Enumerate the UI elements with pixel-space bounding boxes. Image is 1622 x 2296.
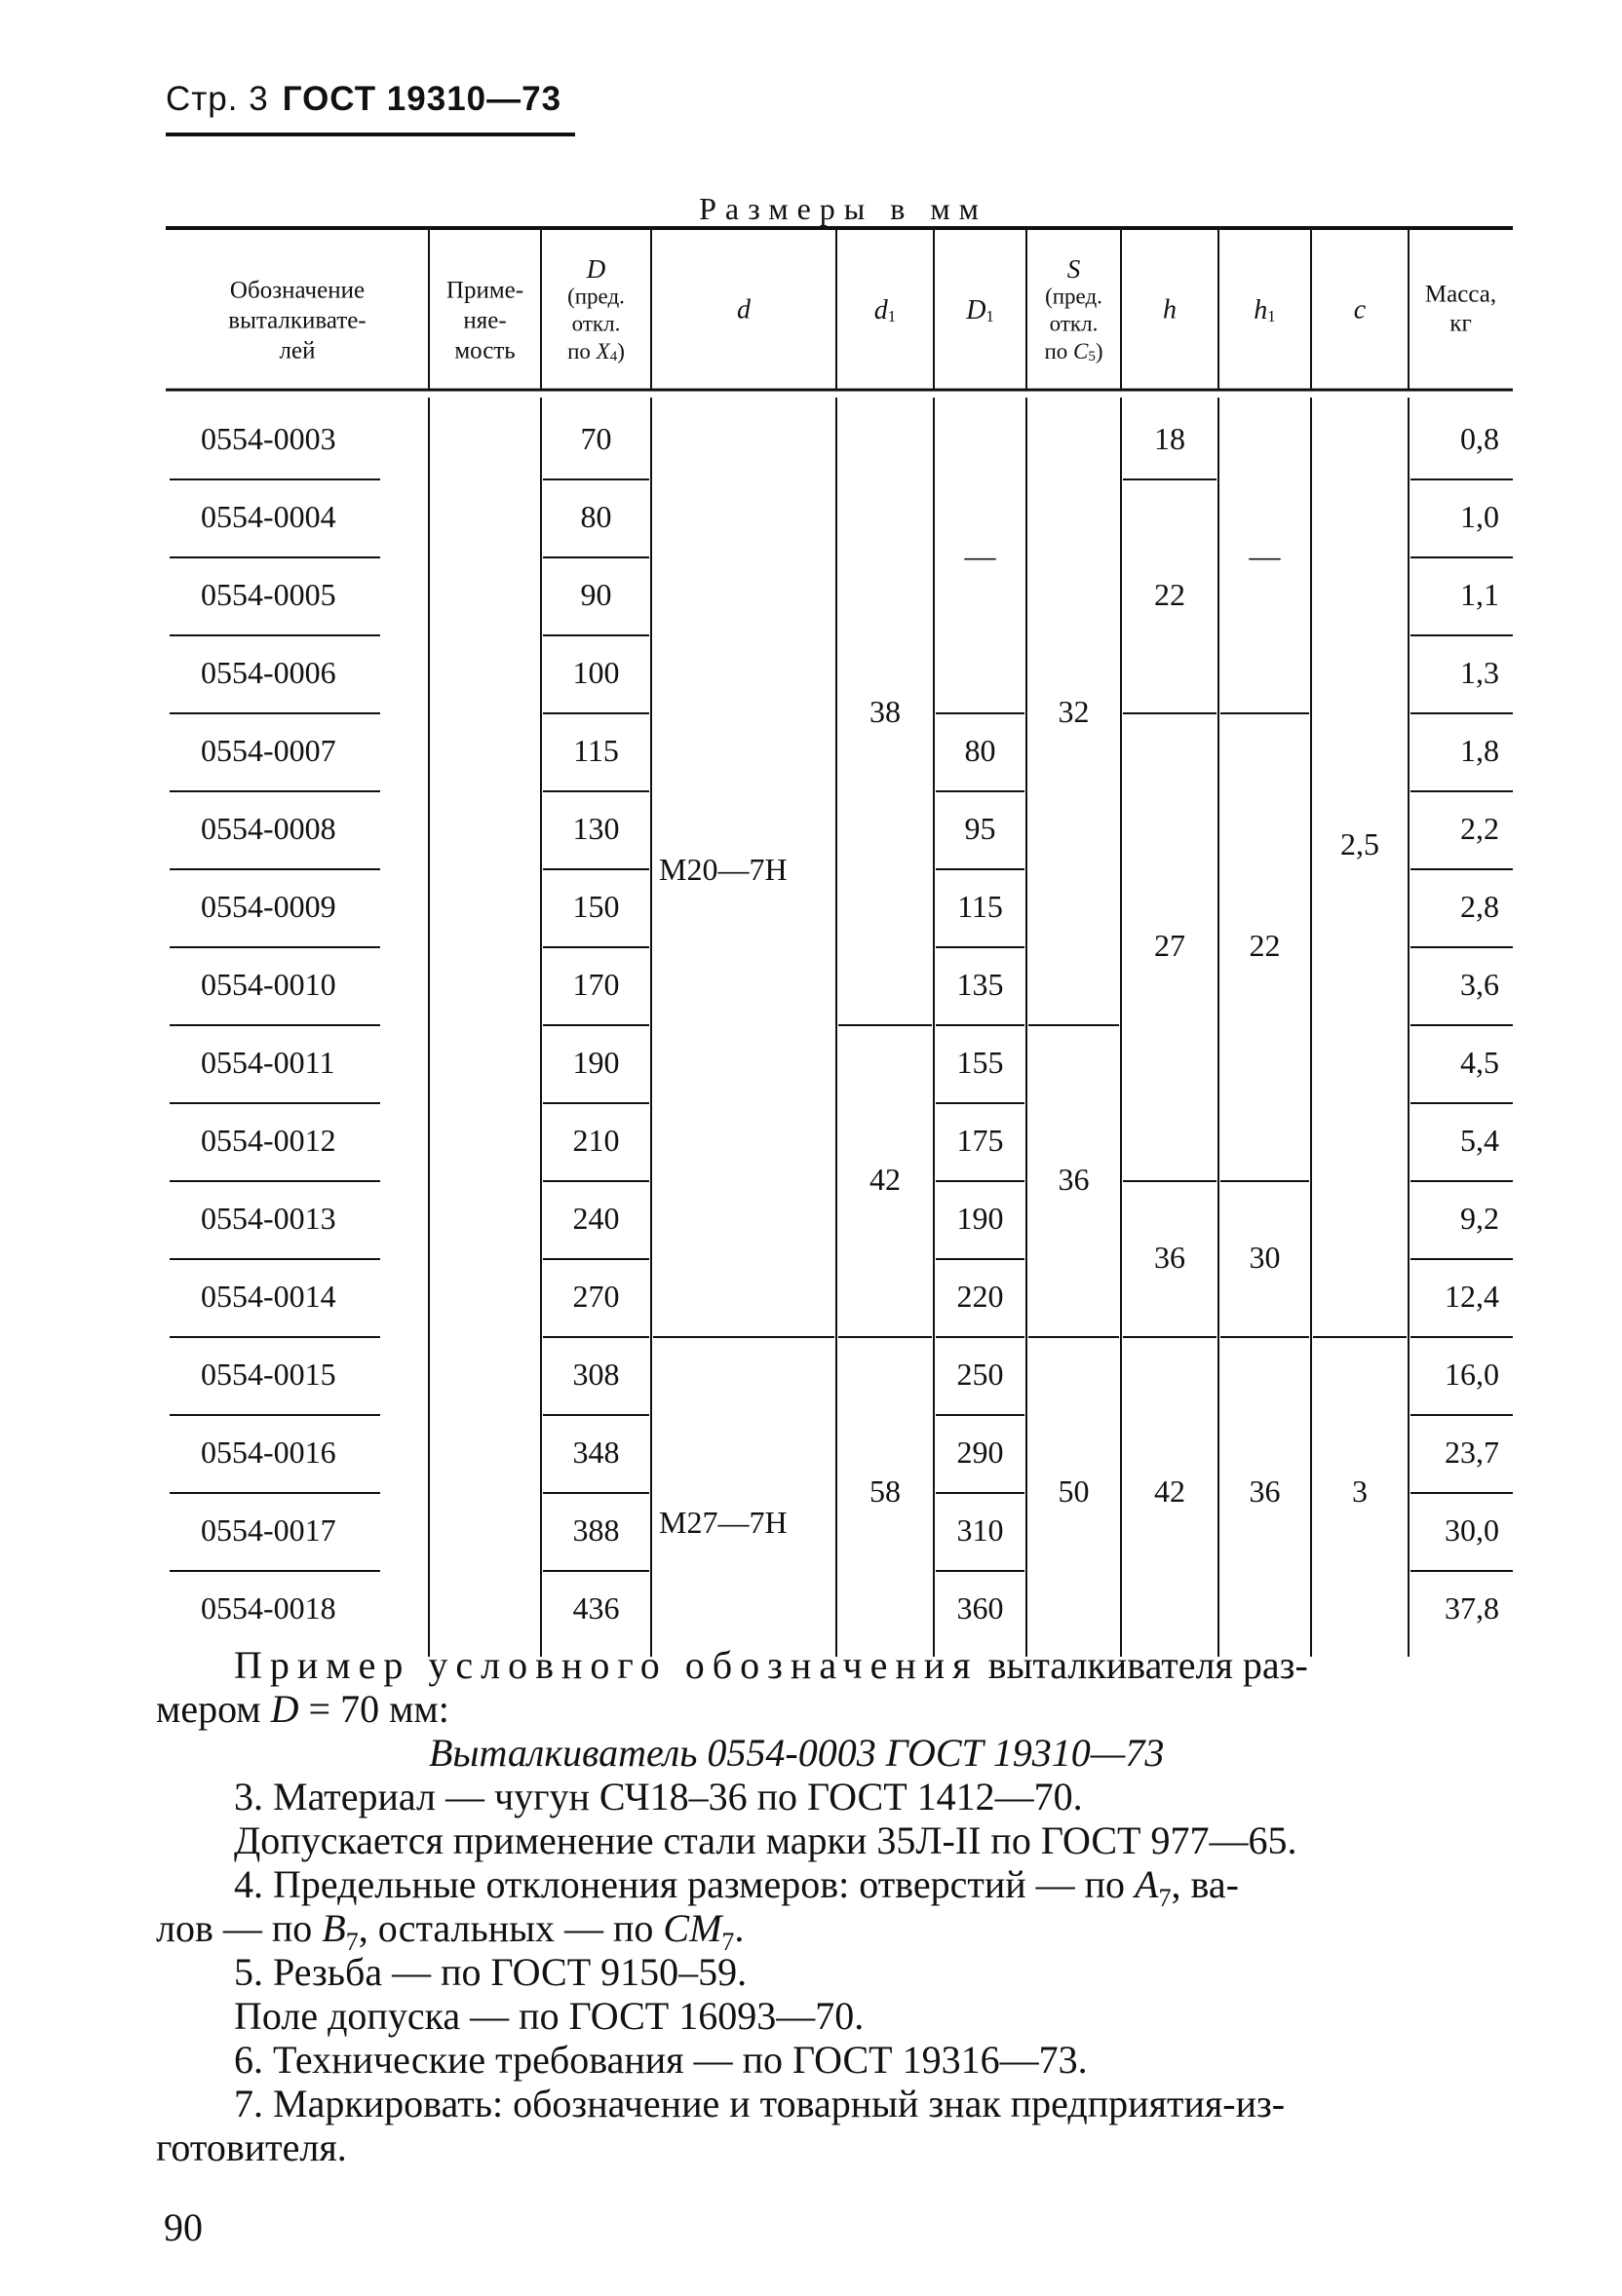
header-designation: выталкивате- — [228, 307, 367, 334]
p4b-symbol: B — [322, 1906, 346, 1950]
cell-D: 348 — [572, 1435, 620, 1470]
example-rest-text: выталкивателя раз- — [978, 1643, 1308, 1687]
p4a-sub: 7 — [1158, 1884, 1172, 1912]
p4b-sub2: 7 — [721, 1928, 735, 1956]
header-d-symbol: d — [737, 294, 751, 325]
cell-mass: 30,0 — [1445, 1512, 1499, 1548]
cell-D: 130 — [572, 811, 620, 846]
cell-D: 115 — [573, 733, 619, 768]
cell-designation: 0554-0011 — [201, 1045, 335, 1080]
cell-D1: 115 — [957, 889, 1003, 924]
cell-d1-merged: 38 — [869, 694, 901, 729]
cell-h-merged: 18 — [1154, 421, 1185, 456]
cell-D1: 155 — [956, 1045, 1004, 1080]
header-D-tolerance: по $X_4$) — [567, 338, 625, 364]
cell-designation: 0554-0017 — [201, 1512, 336, 1548]
cell-D1: 95 — [964, 811, 996, 846]
cell-d1-merged: 58 — [869, 1473, 901, 1509]
table-grid — [166, 228, 1513, 1657]
cell-mass: 1,3 — [1460, 655, 1499, 690]
paragraph-7b: готовителя. — [156, 2125, 347, 2169]
cell-D1: 175 — [956, 1123, 1004, 1158]
cell-designation: 0554-0006 — [201, 655, 336, 690]
cell-h1-merged: 30 — [1249, 1240, 1281, 1275]
header-d1-symbol: $d_1$ — [873, 294, 897, 325]
header-mass: кг — [1449, 310, 1472, 337]
cell-D1: 310 — [956, 1512, 1004, 1548]
p4b-pre: лов — по — [156, 1906, 323, 1950]
header-h-symbol: h — [1163, 294, 1177, 325]
table-body — [201, 421, 1499, 1626]
cell-designation: 0554-0018 — [201, 1590, 336, 1626]
cell-mass: 16,0 — [1445, 1357, 1499, 1392]
header-designation: лей — [279, 337, 316, 364]
cell-h-merged: 27 — [1154, 928, 1185, 963]
header-applicability: няе- — [463, 307, 507, 334]
example-spaced-text: Пример условного обозначения — [234, 1643, 979, 1687]
cell-D: 150 — [572, 889, 620, 924]
cell-h1-merged: — — [1249, 538, 1281, 573]
paragraph-7a: 7. Маркировать: обозначение и товарный знак предприятия-из- — [234, 2082, 1286, 2125]
p4b-mid: , остальных — по — [358, 1906, 664, 1950]
cell-c-merged: 3 — [1352, 1473, 1368, 1509]
standard-number: ГОСТ 19310—73 — [282, 80, 562, 118]
cell-D1: 220 — [956, 1279, 1004, 1314]
cell-mass: 3,6 — [1460, 967, 1499, 1002]
cell-S-merged: 36 — [1058, 1162, 1090, 1197]
cell-D1: 190 — [956, 1201, 1004, 1236]
cell-designation: 0554-0003 — [201, 421, 336, 456]
cell-D: 308 — [572, 1357, 620, 1392]
cell-h-merged: 36 — [1154, 1240, 1185, 1275]
cell-designation: 0554-0013 — [201, 1201, 336, 1236]
cell-designation: 0554-0008 — [201, 811, 336, 846]
cell-designation: 0554-0012 — [201, 1123, 336, 1158]
cell-designation: 0554-0009 — [201, 889, 336, 924]
cell-D1: 80 — [964, 733, 996, 768]
cell-D: 90 — [580, 577, 612, 612]
cell-h1-merged: 36 — [1249, 1473, 1281, 1509]
paragraph-3b: Допускается применение стали марки 35Л-II по ГОСТ 977—65. — [234, 1818, 1297, 1862]
header-S-note: (пред. — [1045, 284, 1102, 309]
header-applicability: мость — [454, 337, 516, 364]
cell-mass: 1,1 — [1460, 577, 1499, 612]
paragraph-3: 3. Материал — чугун СЧ18–36 по ГОСТ 1412—70. — [234, 1775, 1083, 1818]
cell-D: 80 — [580, 499, 612, 534]
example-line-2 — [156, 1687, 449, 1731]
cell-mass: 4,5 — [1460, 1045, 1499, 1080]
paragraph-5: 5. Резьба — по ГОСТ 9150–59. — [234, 1950, 748, 1994]
cell-D: 436 — [572, 1590, 620, 1626]
cell-D1: 250 — [956, 1357, 1004, 1392]
page-label: Стр. 3 — [166, 80, 269, 118]
cell-mass: 12,4 — [1445, 1279, 1499, 1314]
cell-D1: 135 — [956, 967, 1004, 1002]
cell-mass: 9,2 — [1460, 1201, 1499, 1236]
example-eq-text: = 70 мм: — [298, 1687, 449, 1731]
cell-mass: 0,8 — [1460, 421, 1499, 456]
cell-S-merged: 50 — [1058, 1473, 1090, 1509]
cell-D: 190 — [572, 1045, 620, 1080]
header-D-note: откл. — [571, 311, 621, 336]
header-D-symbol: D — [586, 254, 606, 284]
header-D-note: (пред. — [567, 284, 625, 309]
cell-S-merged: 32 — [1058, 694, 1090, 729]
header-S-tolerance: по $C_5$) — [1044, 338, 1103, 364]
p4b-symbol2: CM — [663, 1906, 722, 1950]
cell-mass: 2,2 — [1460, 811, 1499, 846]
cell-mass: 1,0 — [1460, 499, 1499, 534]
example-line-1 — [234, 1643, 1308, 1687]
cell-mass: 37,8 — [1445, 1590, 1499, 1626]
cell-designation: 0554-0007 — [201, 733, 336, 768]
header-D1-symbol: $D_1$ — [966, 294, 994, 325]
cell-d-merged: М20—7Н — [659, 852, 788, 887]
header-designation: Обозначение — [229, 277, 366, 304]
p4a-text: 4. Предельные отклонения размеров: отверстий — по — [234, 1862, 1136, 1906]
p4b-sub: 7 — [345, 1928, 359, 1956]
example-d-symbol: D — [270, 1687, 299, 1731]
cell-mass: 2,8 — [1460, 889, 1499, 924]
cell-h-merged: 42 — [1154, 1473, 1185, 1509]
header-S-symbol: S — [1066, 254, 1081, 284]
cell-D1: 360 — [956, 1590, 1004, 1626]
p4a-symbol: A — [1135, 1862, 1159, 1906]
p4b-post: . — [734, 1906, 745, 1950]
header-mass: Масса, — [1424, 281, 1497, 308]
cell-mass: 5,4 — [1460, 1123, 1499, 1158]
p4a-post: , ва- — [1171, 1862, 1239, 1906]
cell-h1-merged: 22 — [1249, 928, 1281, 963]
table-caption: Размеры в мм — [699, 191, 987, 226]
cell-D: 170 — [572, 967, 620, 1002]
header-S-note: откл. — [1049, 311, 1099, 336]
paragraph-5b: Поле допуска — по ГОСТ 16093—70. — [234, 1994, 865, 2038]
cell-c-merged: 2,5 — [1340, 826, 1379, 861]
cell-d-merged: М27—7Н — [659, 1505, 788, 1540]
cell-D1-dash: — — [964, 538, 996, 573]
cell-designation: 0554-0005 — [201, 577, 336, 612]
cell-D: 388 — [572, 1512, 620, 1548]
cell-mass: 1,8 — [1460, 733, 1499, 768]
cell-D: 240 — [572, 1201, 620, 1236]
example-designation: Выталкиватель 0554-0003 ГОСТ 19310—73 — [429, 1731, 1165, 1775]
paragraph-6: 6. Технические требования — по ГОСТ 19316—73. — [234, 2038, 1088, 2082]
cell-D: 210 — [572, 1123, 620, 1158]
cell-designation: 0554-0010 — [201, 967, 336, 1002]
cell-D1: 290 — [956, 1435, 1004, 1470]
header-h1-symbol: $h_1$ — [1254, 294, 1276, 325]
cell-D: 70 — [580, 421, 612, 456]
cell-designation: 0554-0004 — [201, 499, 336, 534]
cell-D: 270 — [572, 1279, 620, 1314]
table-header — [228, 254, 1496, 364]
cell-mass: 23,7 — [1445, 1435, 1499, 1470]
cell-D: 100 — [572, 655, 620, 690]
cell-h-merged: 22 — [1154, 577, 1185, 612]
header-c-symbol: c — [1353, 294, 1367, 325]
page-number: 90 — [164, 2205, 203, 2249]
cell-d1-merged: 42 — [869, 1162, 901, 1197]
example-line2-text: мером — [156, 1687, 271, 1731]
cell-designation: 0554-0016 — [201, 1435, 336, 1470]
cell-designation: 0554-0015 — [201, 1357, 336, 1392]
header-applicability: Приме- — [445, 277, 524, 304]
cell-designation: 0554-0014 — [201, 1279, 336, 1314]
